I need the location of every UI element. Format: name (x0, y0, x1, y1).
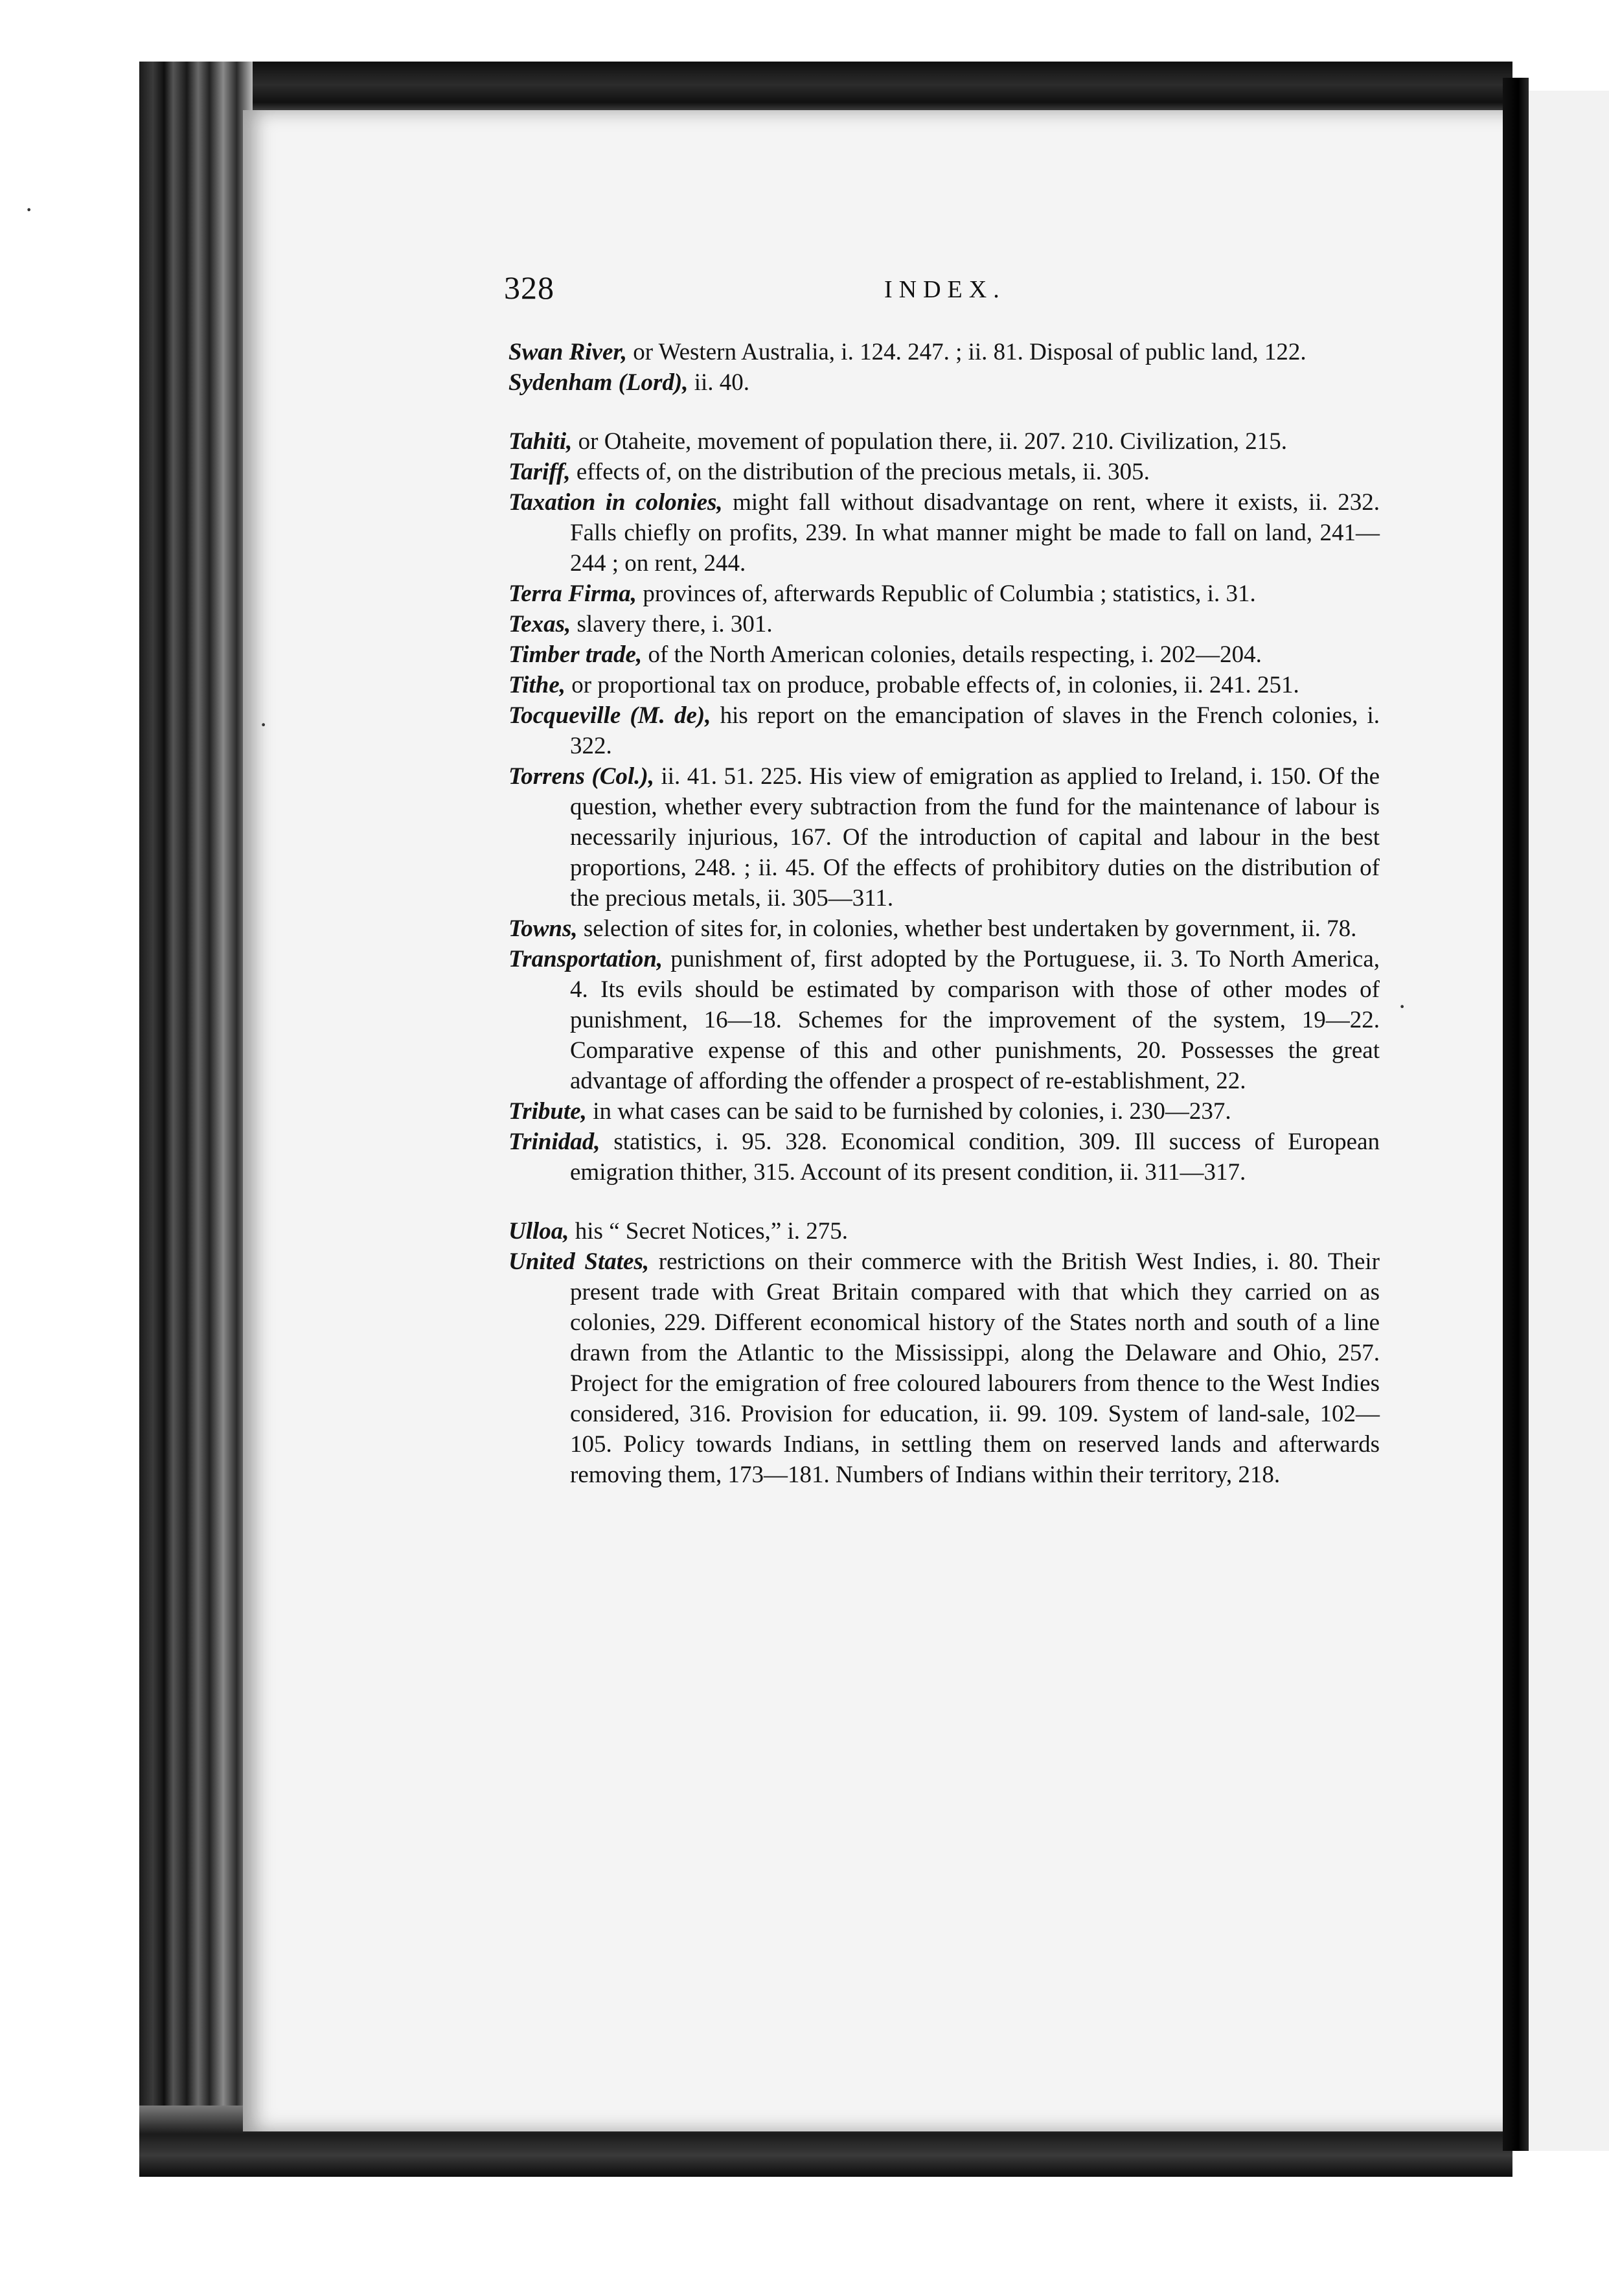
index-references: ii. 40. (694, 369, 750, 396)
index-term: Torrens (Col.), (508, 763, 654, 790)
index-references: statistics, i. 95. 328. Economical condition, 309. Ill success of European emigration thither, 315. Account of its present condition, ii. 311—317. (570, 1129, 1380, 1186)
index-entry (508, 1096, 1380, 1127)
index-references: in what cases can be said to be furnished by colonies, i. 230—237. (593, 1098, 1231, 1125)
page-number: 328 (504, 270, 554, 306)
index-term: Terra Firma, (508, 580, 637, 607)
index-term: Towns, (508, 915, 578, 942)
index-term: United States, (508, 1248, 650, 1275)
index-references: might fall without disadvantage on rent, where it exists, ii. 232. Falls chiefly on profits, 239. In what manner might be made to fall on land, 241—244 ; on rent, 244. (570, 489, 1380, 577)
index-term: Sydenham (Lord), (508, 369, 689, 396)
index-term: Tocqueville (M. de), (508, 702, 711, 729)
index-term: Tahiti, (508, 428, 573, 455)
index-body (508, 337, 1380, 1490)
running-head: INDEX. (884, 276, 1006, 303)
index-entry (508, 609, 1380, 639)
index-references: his report on the emancipation of slaves in the French colonies, i. 322. (570, 702, 1380, 759)
index-term: Timber trade, (508, 641, 643, 668)
index-references: or proportional tax on produce, probable effects of, in colonies, ii. 241. 251. (571, 672, 1299, 698)
book-gutter (1503, 78, 1529, 2151)
index-entry (508, 337, 1380, 367)
index-references: his “ Secret Notices,” i. 275. (575, 1218, 849, 1245)
index-entry (508, 579, 1380, 609)
index-entry (508, 639, 1380, 670)
letter-section-gap (508, 398, 1380, 426)
index-entry (508, 426, 1380, 457)
index-term: Swan River, (508, 339, 627, 365)
index-entry (508, 761, 1380, 913)
index-entry (508, 913, 1380, 944)
index-term: Tribute, (508, 1098, 587, 1125)
index-references: ii. 41. 51. 225. His view of emigration as applied to Ireland, i. 150. Of the question, whether every subtraction from the fund for the maintenance of labour is necessarily injurious, 167. Of the introduction of capital and labour in the best proportions, 248. ; ii. 45. Of the effects of prohibitory duties on the distribution of the precious metals, ii. 305—311. (570, 763, 1380, 912)
facing-page (1529, 91, 1609, 2151)
index-entry (508, 944, 1380, 1096)
index-references: provinces of, afterwards Republic of Columbia ; statistics, i. 31. (643, 580, 1256, 607)
index-entry (508, 1216, 1380, 1246)
index-term: Tariff, (508, 459, 571, 485)
index-term: Ulloa, (508, 1218, 569, 1245)
index-references: effects of, on the distribution of the precious metals, ii. 305. (576, 459, 1150, 485)
index-references: restrictions on their commerce with the British West Indies, i. 80. Their present trade with Great Britain compared with that which they carried on as colonies, 229. Different economical history of the States north and south of a line drawn from the Atlantic to the Mississippi, along the Delaware and Ohio, 257. Project for the emigration of free coloured labourers from thence to the West Indies considered, 316. Provision for education, ii. 99. 109. System of land-sale, 102—105. Policy towards Indians, in settling them on reserved lands and afterwards removing them, 173—181. Numbers of Indians within their territory, 218. (570, 1248, 1380, 1488)
index-references: punishment of, first adopted by the Portuguese, ii. 3. To North America, 4. Its evils should be estimated by comparison with those of other modes of punishment, 16—18. Schemes for the improvement of the system, 19—22. Comparative expense of this and other punishments, 20. Possesses the great advantage of affording the offender a prospect of re-establishment, 22. (570, 946, 1380, 1094)
scan-speck: · (259, 710, 268, 739)
index-references: slavery there, i. 301. (576, 611, 773, 637)
scan-speck: · (1398, 992, 1407, 1021)
index-entry (508, 1127, 1380, 1188)
index-references: selection of sites for, in colonies, whether best undertaken by government, ii. 78. (583, 915, 1357, 942)
index-entry (508, 670, 1380, 700)
index-entry (508, 1246, 1380, 1490)
index-entry (508, 487, 1380, 579)
index-term: Texas, (508, 611, 571, 637)
index-term: Tithe, (508, 672, 566, 698)
letter-section-gap (508, 1188, 1380, 1216)
index-term: Trinidad, (508, 1129, 600, 1155)
index-references: of the North American colonies, details respecting, i. 202—204. (648, 641, 1262, 668)
scan-speck: · (25, 195, 34, 224)
index-references: or Western Australia, i. 124. 247. ; ii. 81. Disposal of public land, 122. (633, 339, 1307, 365)
index-entry (508, 457, 1380, 487)
index-entry (508, 367, 1380, 398)
index-term: Taxation in colonies, (508, 489, 723, 516)
index-term: Transportation, (508, 946, 663, 972)
book-page-edges (139, 62, 253, 2161)
index-entry (508, 700, 1380, 761)
index-references: or Otaheite, movement of population there, ii. 207. 210. Civilization, 215. (578, 428, 1287, 455)
